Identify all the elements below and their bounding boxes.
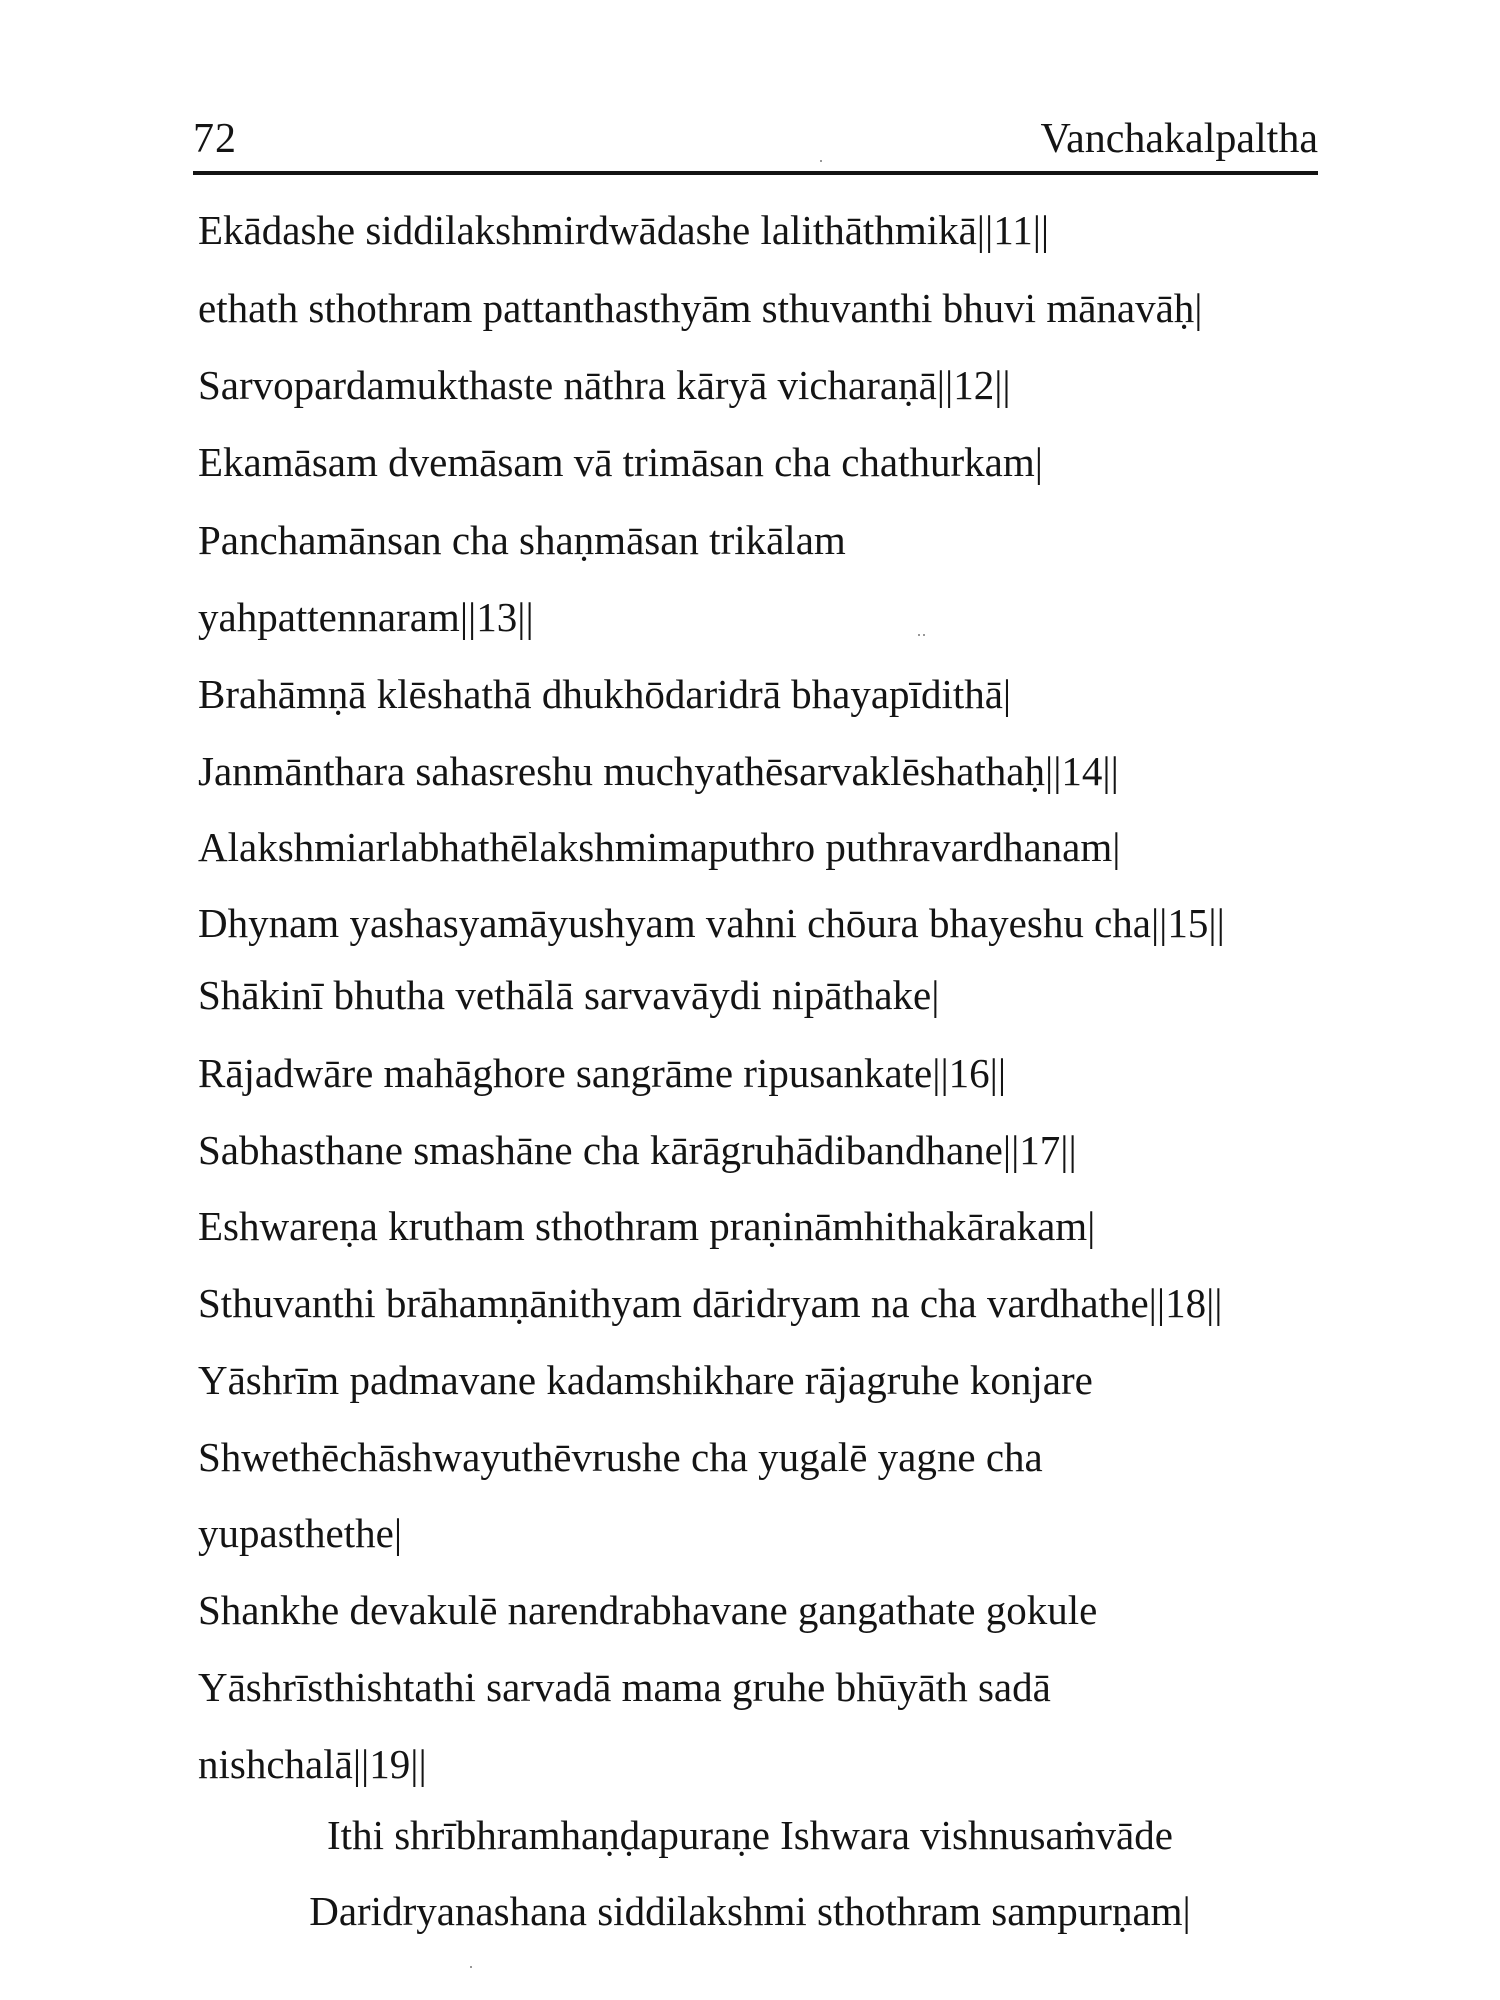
verse-line: Panchamānsan cha shaṇmāsan trikālam xyxy=(198,517,846,563)
verse-line: Sthuvanthi brāhamṇānithyam dāridryam na cha vardhathe||18|| xyxy=(198,1280,1223,1326)
verse-line: Alakshmiarlabhathēlakshmimaputhro puthravardhanam| xyxy=(198,824,1121,870)
verse-line: Eshwareṇa krutham sthothram praṇināmhithakārakam| xyxy=(198,1203,1096,1249)
page-header xyxy=(193,110,1318,174)
verse-line: yahpattennaram||13|| xyxy=(198,594,534,640)
verse-line: Brahāmṇā klēshathā dhukhōdaridrā bhayapīdithā| xyxy=(198,671,1012,717)
verse-line: Shankhe devakulē narendrabhavane gangathate gokule xyxy=(198,1587,1098,1633)
verse-line: ethath sthothram pattanthasthyām sthuvanthi bhuvi mānavāḥ| xyxy=(198,285,1203,331)
print-speck xyxy=(918,634,920,636)
colophon-line: Ithi shrībhramhaṇḍapuraṇe Ishwara vishnusaṁvāde xyxy=(327,1812,1173,1858)
verse-line: Dhynam yashasyamāyushyam vahni chōura bhayeshu cha||15|| xyxy=(198,900,1225,946)
verse-line: Ekamāsam dvemāsam vā trimāsan cha chathurkam| xyxy=(198,439,1043,485)
verse-line: Rājadwāre mahāghore sangrāme ripusankate||16|| xyxy=(198,1050,1007,1096)
verse-line: yupasthethe| xyxy=(198,1510,403,1556)
print-speck xyxy=(923,634,925,636)
verse-line: nishchalā||19|| xyxy=(198,1741,427,1787)
header-rule xyxy=(193,171,1318,175)
verse-line: Shwethēchāshwayuthēvrushe cha yugalē yagne cha xyxy=(198,1434,1043,1480)
page-number: 72 xyxy=(193,116,237,162)
verse-line: Shākinī bhutha vethālā sarvavāydi nipāthake| xyxy=(198,972,940,1018)
print-speck xyxy=(470,1966,472,1968)
verse-line: Yāshrīm padmavane kadamshikhare rājagruhe konjare xyxy=(198,1357,1093,1403)
verse-line: Yāshrīsthishtathi sarvadā mama gruhe bhūyāth sadā xyxy=(198,1664,1051,1710)
colophon-line: Daridryanashana siddilakshmi sthothram sampurṇam| xyxy=(309,1888,1191,1934)
verse-line: Janmānthara sahasreshu muchyathēsarvaklēshathaḥ||14|| xyxy=(198,748,1119,794)
print-speck xyxy=(820,160,822,162)
verse-line: Sarvopardamukthaste nāthra kāryā vicharaṇā||12|| xyxy=(198,362,1011,408)
running-title: Vanchakalpaltha xyxy=(1040,116,1318,162)
verse-line: Sabhasthane smashāne cha kārāgruhādibandhane||17|| xyxy=(198,1127,1077,1173)
verse-line: Ekādashe siddilakshmirdwādashe lalithāthmikā||11|| xyxy=(198,207,1050,253)
